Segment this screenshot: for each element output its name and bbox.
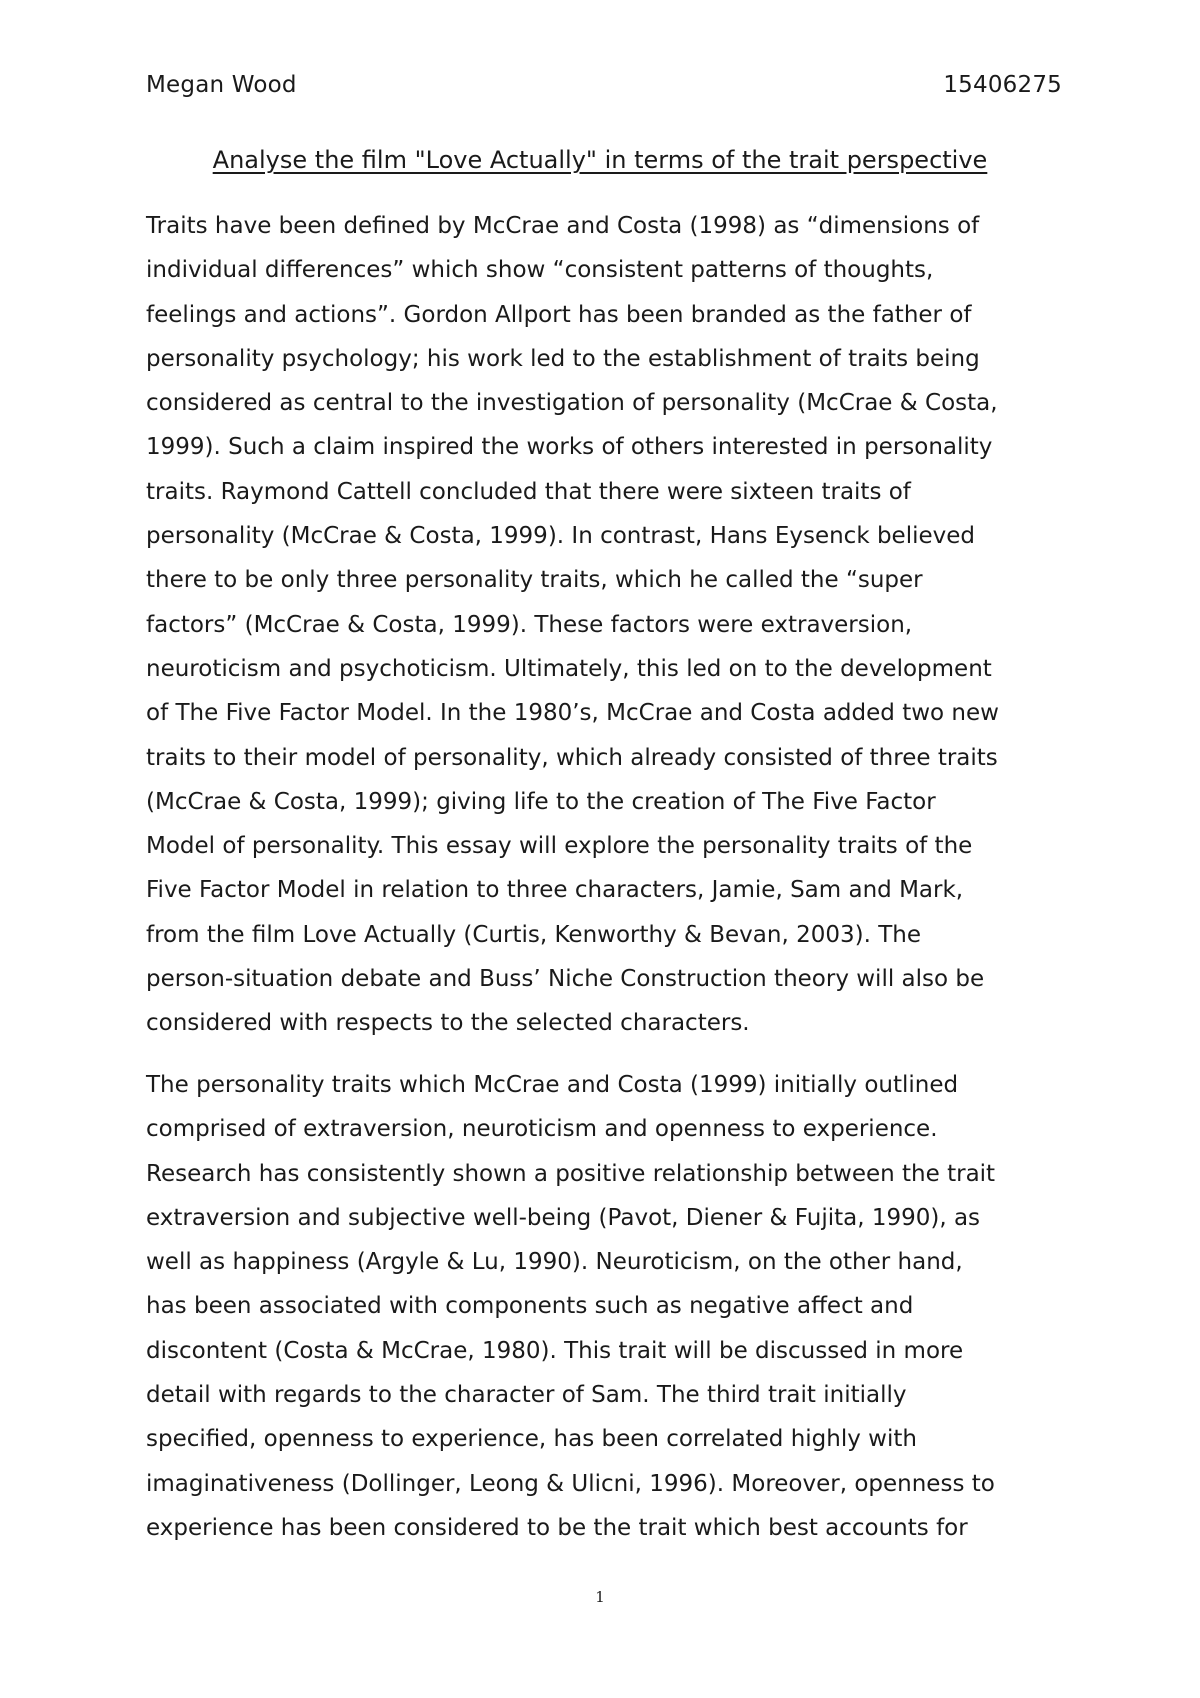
header-author: Megan Wood: [146, 72, 297, 98]
text-line: personality psychology; his work led to the establishment of traits being: [146, 345, 980, 372]
text-line: Five Factor Model in relation to three characters, Jamie, Sam and Mark,: [146, 877, 964, 904]
text-line: neuroticism and psychoticism. Ultimately, this led on to the development: [146, 655, 992, 682]
page-number: 1: [595, 1588, 605, 1606]
header-student-id: 15406275: [943, 72, 1062, 98]
text-line: specified, openness to experience, has been correlated highly with: [146, 1426, 917, 1453]
paragraph-2: [146, 1063, 1076, 1550]
text-line: Research has consistently shown a positive relationship between the trait: [146, 1160, 996, 1187]
text-line: well as happiness (Argyle & Lu, 1990). Neuroticism, on the other hand,: [146, 1249, 963, 1276]
text-line: comprised of extraversion, neuroticism and openness to experience.: [146, 1116, 938, 1143]
text-line: The personality traits which McCrae and Costa (1999) initially outlined: [146, 1072, 959, 1098]
text-line: traits to their model of personality, which already consisted of three traits: [146, 744, 998, 771]
text-line: person-situation debate and Buss’ Niche Construction theory will also be: [146, 966, 985, 993]
text-line: (McCrae & Costa, 1999); giving life to the creation of The Five Factor: [146, 788, 936, 815]
text-line: considered with respects to the selected characters.: [146, 1010, 750, 1037]
text-line: traits. Raymond Cattell concluded that there were sixteen traits of: [146, 478, 911, 505]
text-line: of The Five Factor Model. In the 1980’s, McCrae and Costa added two new: [146, 700, 999, 727]
paragraph-1: [146, 204, 1076, 1046]
text-line: Model of personality. This essay will explore the personality traits of the: [146, 833, 973, 860]
essay-title: Analyse the film "Love Actually" in terms of the trait perspective: [212, 146, 988, 174]
text-line: personality (McCrae & Costa, 1999). In contrast, Hans Eysenck believed: [146, 523, 975, 550]
text-line: Traits have been defined by McCrae and Costa (1998) as “dimensions of: [146, 213, 980, 239]
text-line: feelings and actions”. Gordon Allport has been branded as the father of: [146, 301, 972, 328]
text-line: extraversion and subjective well-being (Pavot, Diener & Fujita, 1990), as: [146, 1204, 981, 1231]
text-line: factors” (McCrae & Costa, 1999). These factors were extraversion,: [146, 611, 913, 638]
text-line: imaginativeness (Dollinger, Leong & Ulicni, 1996). Moreover, openness to: [146, 1470, 995, 1497]
text-line: experience has been considered to be the trait which best accounts for: [146, 1514, 968, 1541]
text-line: considered as central to the investigation of personality (McCrae & Costa,: [146, 390, 998, 417]
text-line: has been associated with components such as negative affect and: [146, 1293, 914, 1320]
text-line: 1999). Such a claim inspired the works of others interested in personality: [146, 434, 993, 461]
text-line: there to be only three personality traits, which he called the “super: [146, 567, 923, 594]
text-line: individual differences” which show “consistent patterns of thoughts,: [146, 257, 934, 284]
text-line: detail with regards to the character of Sam. The third trait initially: [146, 1382, 907, 1409]
text-line: from the film Love Actually (Curtis, Kenworthy & Bevan, 2003). The: [146, 921, 921, 948]
text-line: discontent (Costa & McCrae, 1980). This trait will be discussed in more: [146, 1337, 964, 1364]
